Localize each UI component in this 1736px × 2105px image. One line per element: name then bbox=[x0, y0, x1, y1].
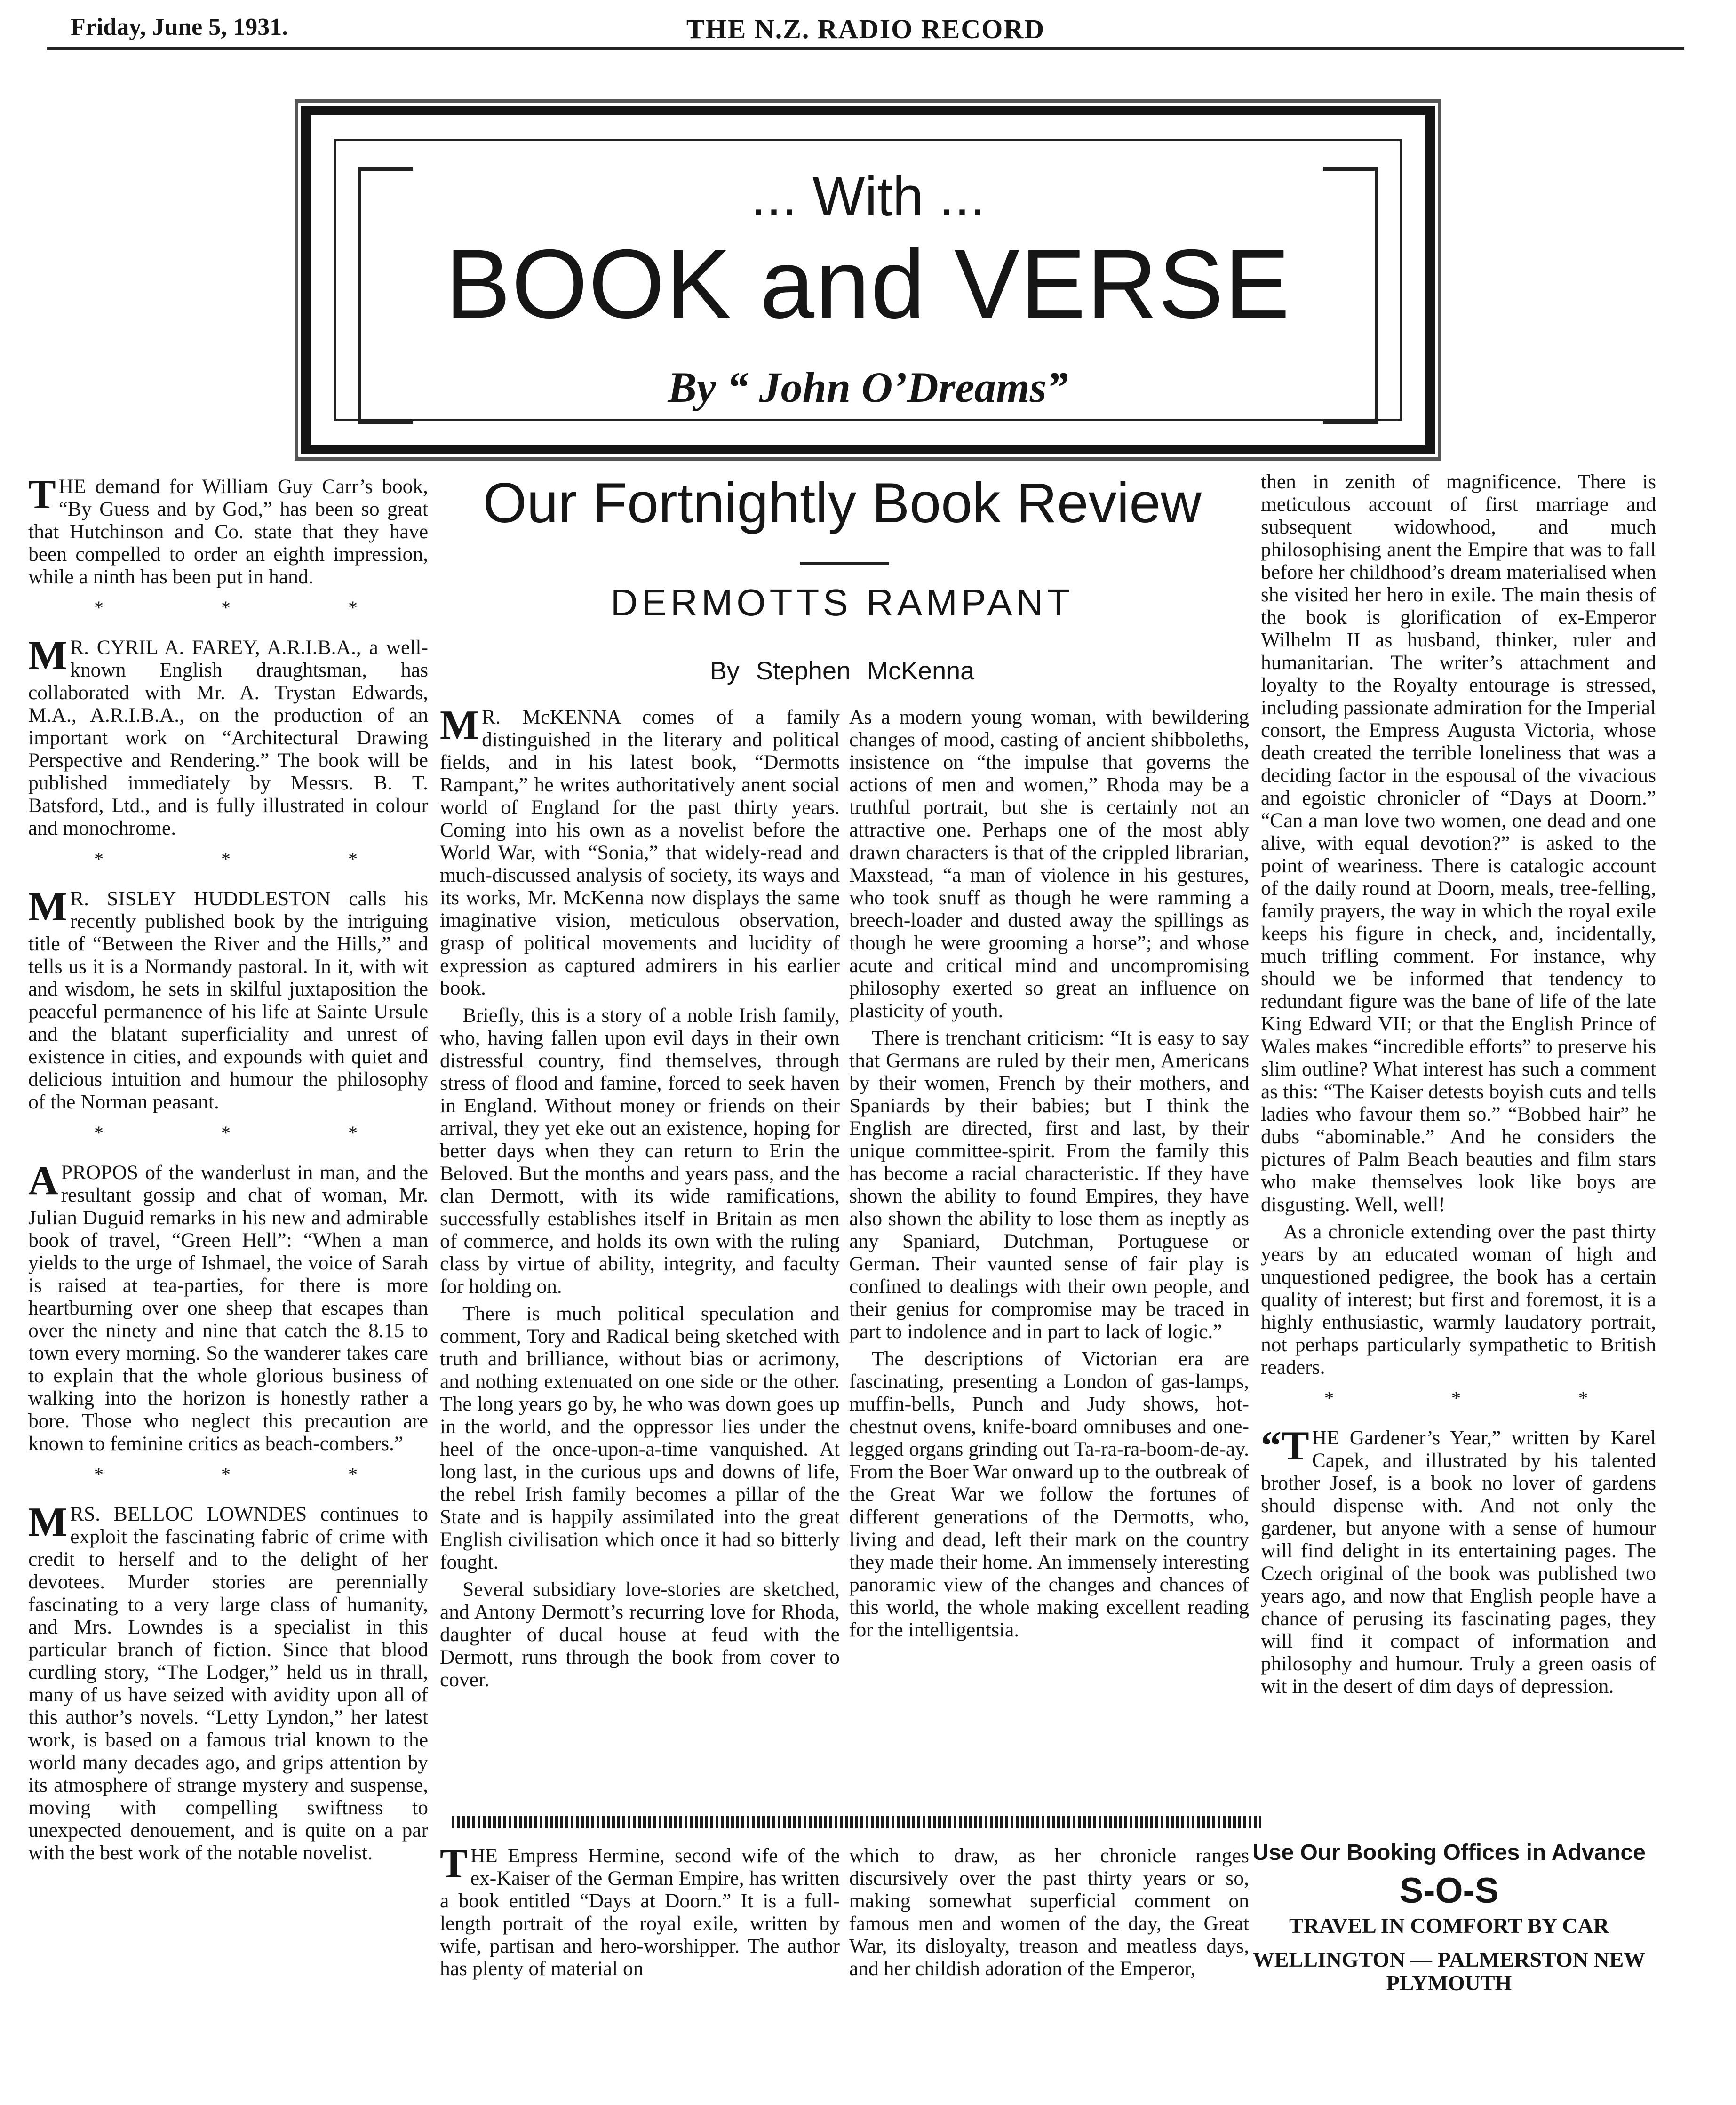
review-author: By Stephen McKenna bbox=[709, 657, 975, 685]
publication-name: THE N.Z. RADIO RECORD bbox=[686, 14, 1045, 44]
note-carr bbox=[28, 472, 428, 588]
review-book-title: DERMOTTS RAMPANT bbox=[610, 582, 1074, 623]
paragraph-text: HE Empress Hermine, second wife of the ex-Kaiser of the German Empire, has written a book entitled “Days at Doorn.” It is a full-length portrait of the royal exile, written by wife, partisan and hero-worshipper. The author has plenty of material on bbox=[440, 1844, 840, 1980]
review-heading: Our Fortnightly Book Review bbox=[483, 471, 1202, 534]
section-stars: * * * bbox=[94, 1122, 414, 1143]
note-farey bbox=[28, 633, 428, 839]
hermine-paragraph: which to draw, as her chronicle ranges discursively over the past thirty years or so, making somewhat superficial comment on famous men and women of the day, the Great War, its disloyalty, treason and meatless days, and her childish adoration of the Emperor, bbox=[849, 1844, 1249, 1980]
doorn-review-conclusion: As a chronicle extending over the past thirty years by an educated woman of high and unquestioned pedigree, the book has a certain quality of interest; but first and foremost, it is a highly enthusiastic, warmly laudatory portrait, not perhaps particularly sympathetic to British readers. bbox=[1261, 1220, 1656, 1379]
review-paragraph: Briefly, this is a story of a noble Irish family, who, having fallen upon evil days in their own distressful country, find themselves, through stress of flood and famine, forced to seek haven in England. Without money or friends on their arrival, they yet eke out an existence, hoping for better days when they can return to Erin the Beloved. But the months and years pass, and the clan Dermott, with its wide ramifications, successfully establishes itself in Britain as men of commerce, and holds its own with the ruling class by virtue of ability, integrity, and faculty for holding on. bbox=[440, 1004, 840, 1298]
running-head bbox=[52, 9, 1680, 42]
header-rule bbox=[47, 47, 1684, 50]
review-paragraph: The descriptions of Victorian era are fascinating, presenting a London of gas-lamps, muffin-bells, Punch and Judy shows, hot-chestnut ovens, knife-board omnibuses and one-legged organs grinding out Ta-ra-ra-boom-de-ay. From the Boer War onward up to the outbreak of the Great War we follow the fortunes of different generations of the Dermotts, who, living and dead, left their mark on the country they made their home. An immensely interesting panoramic view of the changes and chances of this world, the whole making excellent reading for the intelligentsia. bbox=[849, 1348, 1249, 1641]
section-masthead bbox=[301, 106, 1435, 454]
review-column-2 bbox=[849, 706, 1249, 1646]
review-paragraph: Several subsidiary love-stories are sketched, and Antony Dermott’s recurring love for Rhoda, daughter of ducal house at feud with the Dermott, runs through the book from cover to cover. bbox=[440, 1578, 840, 1691]
drop-cap: M bbox=[440, 702, 479, 748]
note-text: PROPOS of the wanderlust in man, and the resultant gossip and chat of woman, Mr. Julian Duguid remarks in his new and admirable book of travel, “Green Hell”: “When a man yields to the urge of Ishmael, the voice of Sarah is raised at tea-parties, for there is more heartburning over one sheep that escapes than over the ninety and nine that catch the 8.15 to town every morning. So the wanderer takes care to explain that the whole glorious business of walking into the horizon is honestly rather a bore. Those who neglect this precaution are known to feminine critics as beach-combers.” bbox=[28, 1161, 428, 1455]
doorn-review-continued: then in zenith of magnificence. There is meticulous account of first marriage and subsequent widowhood, and much philosophising anent the Empire that was to fall before her childhood’s dream materialised when she visited her hero in exile. The main thesis of the book is glorification of ex-Emperor Wilhelm II as husband, thinker, ruler and humanitarian. The writer’s attachment and loyalty to the Royalty entourage is stressed, including passionate admiration for the Imperial consort, the Empress Augusta Victoria, whose death created the terrible loneliness that was a deciding factor in the espousal of the vivacious and egoistic chronicler of “Days at Doorn.” “Can a man love two women, one dead and one alive, with equal devotion?” is asked to the point of weariness. There is catalogic account of the daily round at Doorn, meals, tree-felling, family prayers, the way in which the royal exile keeps his figure in check, and, incidentally, much trifling comment. For instance, why should we be informed that tendency to redundant figure was the bane of life of the late King Edward VII; or that the English Prince of Wales makes “incredible efforts” to preserve his slim outline? What interest has such a comment as this: “The Kaiser detests boyish cuts and tells ladies who favour them so.” “Bobbed hair” he dubs “abominable.” And he considers the pictures of Palm Beach beauties and film stars who make themselves look like boys are disgusting. Well, well! bbox=[1261, 470, 1656, 1216]
note-duguid bbox=[28, 1158, 428, 1455]
hermine-column-1 bbox=[440, 1841, 840, 1985]
advertisement bbox=[1251, 1840, 1647, 1995]
masthead-with: ... With ... bbox=[750, 166, 986, 228]
review-paragraph: There is trenchant criticism: “It is easy to say that Germans are ruled by their men, Americans by their women, French by their mothers, and Spaniards by their babies; but I think the English are directed, first and last, by their unique committee-spirit. From the family this has become a racial characteristic. If they have shown the ability to found Empires, they have also shown the ability to lose them as ineptly as any Spaniard, Dutchman, Portuguese or German. Their vaunted sense of fair play is confined to dealings with their own people, and their genius for compromise may be traced in part to indolence and in part to lack of logic.” bbox=[849, 1027, 1249, 1343]
section-stars: * * * bbox=[1324, 1387, 1644, 1409]
ad-slogan: TRAVEL IN COMFORT BY CAR bbox=[1289, 1914, 1609, 1938]
section-stars: * * * bbox=[94, 597, 414, 618]
note-text: R. SISLEY HUDDLESTON calls his recently published book by the intriguing title of “Between the River and the Hills,” and tells us it is a Normandy pastoral. In it, with wit and wisdom, he sets in skilful juxtaposition the peaceful permanence of his life at Sainte Ursule and the blatant superficiality and unrest of existence in cities, and expounds with quiet and delicious intuition and humour the philosophy of the Norman peasant. bbox=[28, 887, 428, 1113]
literary-notes-column bbox=[28, 472, 428, 1869]
paragraph-text: R. McKENNA comes of a family distinguished in the literary and political fields, and in his latest book, “Dermotts Rampant,” he writes authoritatively anent social world of England for the past thirty years. Coming into his own as a novelist before the World War, with “Sonia,” that widely-read and much-discussed analysis of society, its ways and its works, Mr. McKenna now displays the same imaginative vision, meticulous observation, grasp of political movements and lucidity of expression as captured admirers in his earlier book. bbox=[440, 706, 840, 999]
masthead-byline: By “ John O’Dreams” bbox=[668, 363, 1068, 411]
note-text: RS. BELLOC LOWNDES continues to exploit the fascinating fabric of crime with credit to herself and to the delight of her devotees. Murder stories are perennially fascinating to a very large class of humanity, and Mrs. Lowndes is a specialist in this particular branch of fiction. Since that blood curdling story, “The Lodger,” held us in thrall, many of us have seized with avidity upon all of this author’s novels. “Letty Lyndon,” her latest work, is based on a famous trial known to the world many decades ago, and grips attention by its atmosphere of strange mystery and suspense, moving with compelling swiftness to unexpected denouement, and is quite on a par with the best work of the notable novelist. bbox=[28, 1503, 428, 1864]
hermine-column-2 bbox=[849, 1844, 1249, 1985]
note-text: R. CYRIL A. FAREY, A.R.I.B.A., a well-known English draughtsman, has collaborated with Mr. A. Trystan Edwards, M.A., A.R.I.B.A., on the production of an important work on “Architectural Drawing Perspective and Rendering.” The book will be published immediately by Messrs. B. T. Batsford, Ltd., and is fully illustrated in colour and monochrome. bbox=[28, 636, 428, 839]
review-heading-rule bbox=[800, 562, 889, 565]
drop-cap: A bbox=[28, 1158, 58, 1204]
drop-cap: M bbox=[28, 1499, 68, 1545]
ornamental-divider bbox=[452, 1816, 1261, 1828]
ad-tagline: Use Our Booking Offices in Advance bbox=[1252, 1840, 1646, 1865]
issue-date: Friday, June 5, 1931. bbox=[71, 14, 288, 40]
ad-brand: S-O-S bbox=[1399, 1871, 1499, 1911]
note-gardeners-year bbox=[1261, 1423, 1656, 1698]
drop-cap: M bbox=[28, 633, 68, 678]
note-text: HE Gardener’s Year,” written by Karel Capek, and illustrated by his talented brother Josef, is a book no lover of gardens should dispense with. And not only the gardener, but anyone with a sense of humour will find delight in its entertaining pages. The Czech original of the book was published two years ago, and now that English people have a chance of perusing its fascinating pages, they will find it compact of information and philosophy and humour. Truly a green oasis of wit in the desert of dim days of depression. bbox=[1261, 1427, 1656, 1698]
note-lowndes bbox=[28, 1499, 428, 1864]
review-paragraph bbox=[440, 702, 840, 999]
right-column bbox=[1261, 470, 1656, 1702]
note-huddleston bbox=[28, 884, 428, 1113]
drop-cap: M bbox=[28, 884, 68, 930]
drop-cap: T bbox=[440, 1841, 468, 1887]
ad-routes: WELLINGTON — PALMERSTON NEW PLYMOUTH bbox=[1252, 1947, 1646, 1995]
section-stars: * * * bbox=[94, 1464, 414, 1485]
review-paragraph: As a modern young woman, with bewildering changes of mood, casting of ancient shibboleths, insistence on “the impulse that governs the actions of men and women,” Rhoda may be a truthful portrait, but she is certainly not an attractive one. Perhaps one of the most ably drawn characters is that of the crippled librarian, Maxstead, “a man of violence in his gestures, who took snuff as though he were ramming a breech-loader and dusted away the spillings as though he were grooming a horse”; and whose acute and critical mind and uncompromising philosophy exerted so great an influence on plasticity of youth. bbox=[849, 706, 1249, 1022]
hermine-paragraph bbox=[440, 1841, 840, 1980]
review-paragraph: There is much political speculation and comment, Tory and Radical being sketched with truth and brilliance, without bias or acrimony, and nothing extenuated on one side or the other. The long years go by, he who was down goes up in the world, and the oppressor lies under the heel of the once-upon-a-time vanquished. At long last, in the curious ups and downs of life, the rebel Irish family becomes a pillar of the State and is happily assimilated into the great English civilisation which once it had so bitterly fought. bbox=[440, 1302, 840, 1573]
note-text: HE demand for William Guy Carr’s book, “By Guess and by God,” has been so great that Hutchinson and Co. state that they have been compelled to order an eighth impression, while a ninth has been put in hand. bbox=[28, 475, 428, 588]
masthead-title: BOOK and VERSE bbox=[445, 230, 1291, 339]
review-column-1 bbox=[440, 702, 840, 1696]
drop-cap: “T bbox=[1261, 1423, 1309, 1469]
section-stars: * * * bbox=[94, 848, 414, 869]
drop-cap: T bbox=[28, 472, 56, 518]
